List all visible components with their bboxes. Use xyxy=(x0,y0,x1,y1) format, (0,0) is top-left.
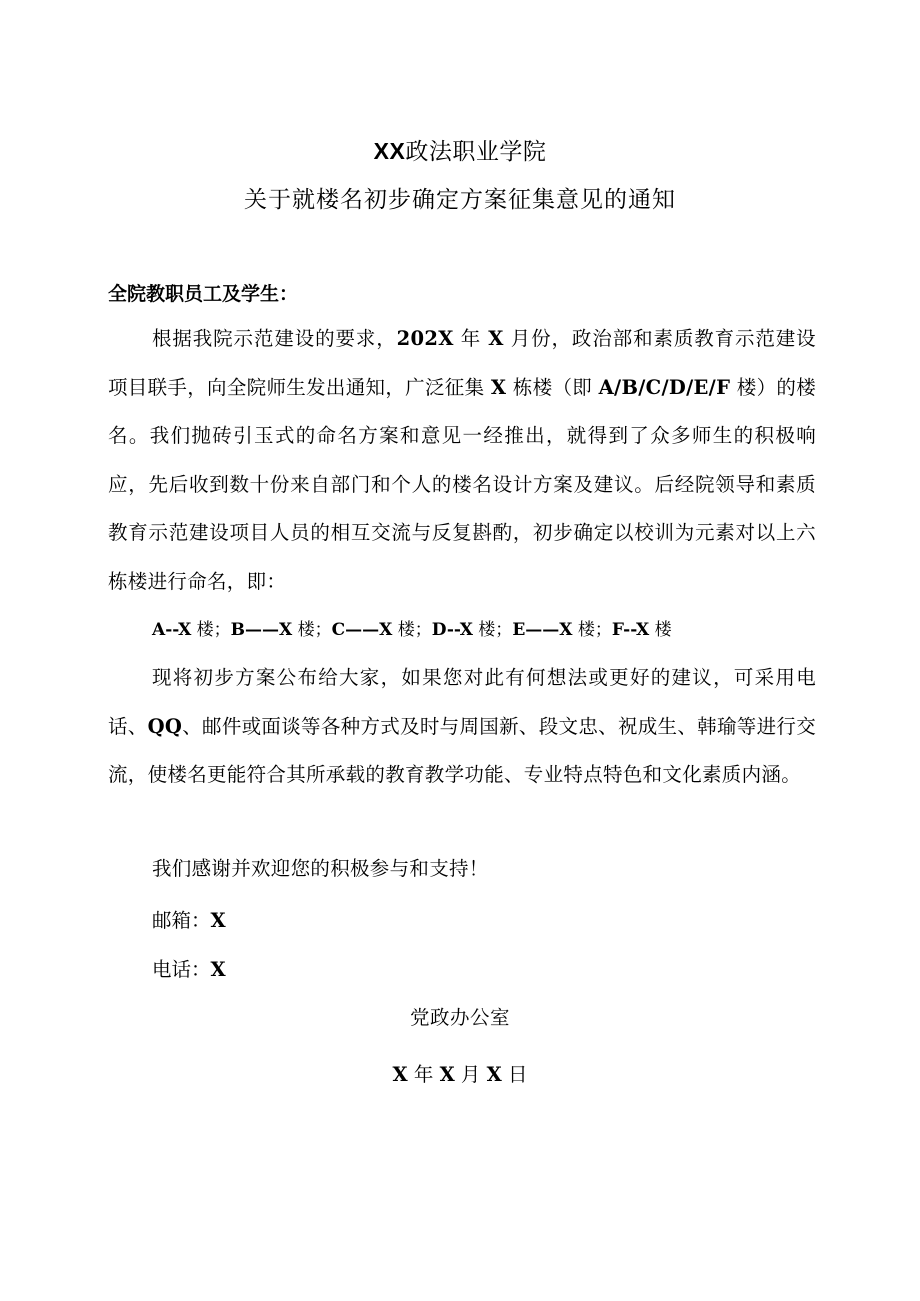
date-day: X xyxy=(486,1063,502,1086)
building-d-name: D--X xyxy=(431,620,473,640)
salutation: 全院教职员工及学生： xyxy=(108,283,299,305)
phone-line xyxy=(152,950,226,990)
building-c-suffix: 楼； xyxy=(392,620,432,640)
building-b-suffix: 楼； xyxy=(292,620,332,640)
school-name: 政法职业学院 xyxy=(405,139,547,165)
building-f-suffix: 楼 xyxy=(649,620,672,640)
paragraph-background xyxy=(108,315,816,606)
building-a-suffix: 楼； xyxy=(191,620,231,640)
building-d-suffix: 楼； xyxy=(472,620,513,640)
building-c-name: C——X xyxy=(331,620,393,640)
building-a-name: A--X xyxy=(152,620,192,640)
p1-building-count: X xyxy=(490,375,507,399)
signature-date xyxy=(0,1055,920,1095)
date-day-unit: 日 xyxy=(501,1063,528,1086)
date-year-unit: 年 xyxy=(407,1063,440,1086)
email-line xyxy=(152,901,226,941)
p1-building-list: A/B/C/D/E/F xyxy=(598,375,731,399)
building-e-suffix: 楼； xyxy=(572,620,612,640)
building-e-name: E——X xyxy=(512,620,573,640)
phone-label: 电话： xyxy=(152,958,211,981)
p1-text-2: 年 xyxy=(453,327,489,350)
p1-text-5: 楼）的楼名。我们抛砖引玉式的命名方案和意见一经推出，就得到了众多师生的积极响应，先后收到数十份来自部门和个人的楼名设计方案及建议。后经院领导和素质教育示范建设项目人员的相互交流与反复斟酌，初步确定以校训为元素对以上六栋楼进行命名，即： xyxy=(108,375,817,593)
building-f-name: F--X xyxy=(611,620,650,640)
phone-value: X xyxy=(210,958,226,981)
school-title xyxy=(0,134,920,169)
p1-text-3: 月份，政治部和素质教育示范建设项目联手，向全院师生发出通知，广泛征集 xyxy=(108,327,816,399)
p1-text-4: 栋楼（即 xyxy=(506,375,599,399)
building-names-line xyxy=(152,612,672,648)
p1-month: X xyxy=(488,327,504,350)
p1-year: 202X xyxy=(396,327,454,350)
signature-office: 党政办公室 xyxy=(409,1006,510,1029)
p2-qq: QQ xyxy=(147,714,183,738)
thanks-line: 我们感谢并欢迎您的积极参与和支持！ xyxy=(152,857,489,880)
paragraph-request xyxy=(108,654,816,800)
building-b-name: B——X xyxy=(230,620,293,640)
p2-text-2: 、邮件或面谈等各种方式及时与周国新、段文忠、祝成生、韩瑜等进行交流，使楼名更能符合其所承载的教育教学功能、专业特点特色和文化素质内涵。 xyxy=(108,714,816,786)
email-value: X xyxy=(210,909,226,932)
p1-text-1: 根据我院示范建设的要求， xyxy=(152,327,397,350)
p2-text-1: 现将初步方案公布给大家，如果您对此有何想法或更好的建议，可采用电话、 xyxy=(108,666,816,738)
notice-title: 关于就楼名初步确定方案征集意见的通知 xyxy=(244,187,676,213)
date-month-unit: 月 xyxy=(454,1063,487,1086)
date-month: X xyxy=(439,1063,455,1086)
date-year: X xyxy=(392,1063,408,1086)
school-code: XX xyxy=(373,138,406,164)
email-label: 邮箱： xyxy=(152,909,211,932)
